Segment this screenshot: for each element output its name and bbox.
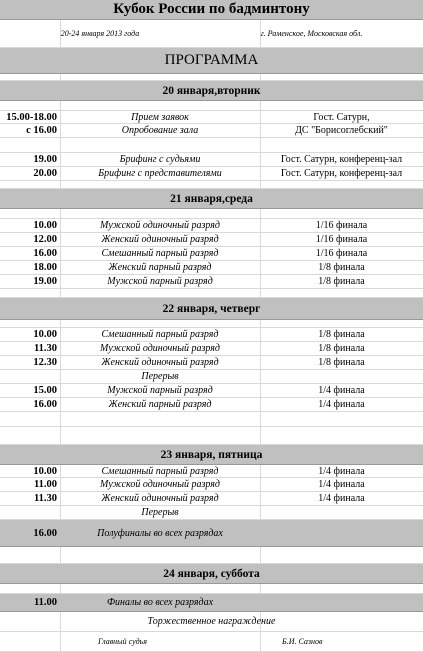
spacer-row — [0, 320, 423, 328]
schedule-row — [0, 328, 423, 342]
event-name: Смешанный парный разряд — [101, 465, 219, 477]
day-header: 21 января,среда — [170, 192, 253, 205]
event-detail: Гост. Сатурн, конференц-зал — [280, 154, 403, 165]
schedule-row — [0, 261, 423, 275]
event-name: Женский одиночный разряд — [101, 234, 219, 245]
day-header: 23 января, пятница — [160, 448, 263, 461]
event-detail: 1/16 финала — [315, 234, 368, 245]
schedule-row — [0, 167, 423, 181]
chief-judge-name: Б.И. Сазнов — [282, 637, 323, 646]
event-time — [0, 138, 60, 152]
event-name: Женский парный разряд — [108, 262, 212, 273]
event-name: Полуфиналы во всех разрядах — [97, 527, 223, 539]
event-time: 16.00 — [33, 527, 57, 539]
day-header: 24 января, суббота — [163, 567, 260, 580]
spacer-row — [0, 289, 423, 298]
schedule-row — [0, 138, 423, 153]
schedule-row — [0, 492, 423, 506]
event-time: 11.00 — [33, 597, 57, 608]
event-detail: 1/4 финала — [318, 465, 365, 477]
event-detail: 1/4 финала — [318, 479, 365, 490]
event-name: Мужской парный разряд — [107, 385, 213, 396]
event-time: 19.00 — [33, 276, 57, 287]
schedule-row — [0, 111, 423, 124]
spacer-row — [0, 101, 423, 111]
event-detail — [260, 520, 423, 546]
schedule-row — [0, 153, 423, 167]
schedule-row — [0, 219, 423, 233]
event-time: 20.00 — [33, 168, 57, 179]
chief-judge-label: Главный судья — [98, 637, 147, 646]
schedule-row — [0, 520, 423, 547]
spacer-row — [0, 584, 423, 594]
spacer-row — [0, 74, 423, 81]
event-name: Смешанный парный разряд — [101, 329, 219, 340]
page-title: Кубок России по бадминтону — [113, 1, 310, 17]
event-name: Перерыв — [141, 507, 179, 518]
event-name: Брифинг с судьями — [119, 154, 201, 165]
schedule-row — [0, 398, 423, 412]
event-detail: 1/4 финала — [318, 399, 365, 410]
event-name: Опробование зала — [121, 125, 199, 136]
schedule-row — [0, 124, 423, 138]
event-time: 11.30 — [33, 493, 57, 504]
schedule-row — [0, 247, 423, 261]
event-name: Брифинг с представителями — [98, 168, 222, 179]
schedule-row — [0, 342, 423, 356]
event-time: 16.00 — [33, 399, 57, 410]
event-time: 10.00 — [33, 329, 57, 340]
schedule-row — [0, 478, 423, 492]
event-name: Женский одиночный разряд — [101, 357, 219, 368]
spacer-row — [0, 412, 423, 427]
schedule-row — [0, 506, 423, 520]
schedule-row — [0, 233, 423, 247]
event-time: 11.30 — [33, 343, 57, 354]
day-header-row — [0, 564, 423, 584]
event-time: 11.00 — [33, 479, 57, 490]
spacer-row — [0, 547, 423, 564]
event-name: Торжественное награждение — [147, 616, 276, 627]
event-time: 12.00 — [33, 234, 57, 245]
event-detail: 1/8 финала — [318, 262, 365, 273]
schedule-row — [0, 594, 423, 612]
event-detail: 1/8 финала — [318, 357, 365, 368]
event-detail: ДС "Борисоглебский" — [295, 125, 388, 136]
event-detail: 1/4 финала — [318, 493, 365, 504]
event-detail: 1/8 финала — [318, 343, 365, 354]
spacer-row — [0, 209, 423, 219]
event-detail: 1/8 финала — [318, 329, 365, 340]
event-detail: Гост. Сатурн, конференц-зал — [280, 168, 403, 179]
event-time: 10.00 — [33, 465, 57, 477]
event-name: Женский парный разряд — [108, 399, 212, 410]
event-time — [0, 506, 60, 519]
event-time: 15.00-18.00 — [6, 111, 57, 123]
spacer-row — [0, 181, 423, 189]
event-time: 15.00 — [33, 385, 57, 396]
event-name: Мужской парный разряд — [107, 276, 213, 287]
day-header-row — [0, 189, 423, 209]
event-detail: Гост. Сатурн, — [313, 111, 370, 123]
event-detail — [260, 594, 423, 611]
event-time: 18.00 — [33, 262, 57, 273]
info-row — [0, 20, 423, 48]
schedule-row — [0, 370, 423, 384]
event-name: Прием заявок — [131, 111, 189, 123]
event-time: 12.30 — [33, 357, 57, 368]
event-detail: 1/16 финала — [315, 220, 368, 231]
title-row — [0, 0, 423, 20]
event-name — [60, 138, 260, 152]
event-time: 16.00 — [33, 248, 57, 259]
event-name: Перерыв — [141, 371, 179, 382]
schedule-row — [0, 612, 423, 632]
event-name: Женский одиночный разряд — [101, 493, 219, 504]
event-name: Мужской одиночный разряд — [100, 343, 220, 354]
event-location: г. Раменское, Московская обл. — [260, 29, 363, 38]
schedule-row — [0, 275, 423, 289]
event-detail — [260, 370, 423, 383]
event-time — [0, 370, 60, 383]
event-time: с 16.00 — [26, 125, 57, 136]
day-header-row — [0, 445, 423, 465]
event-detail: 1/4 финала — [318, 385, 365, 396]
program-heading: ПРОГРАММА — [164, 52, 259, 68]
event-dates: 20-24 января 2013 года — [60, 29, 140, 38]
event-name: Мужской одиночный разряд — [100, 479, 220, 490]
schedule-row — [0, 356, 423, 370]
event-name: Смешанный парный разряд — [101, 248, 219, 259]
day-header-row — [0, 81, 423, 101]
event-time: 10.00 — [33, 220, 57, 231]
event-detail: 1/8 финала — [318, 276, 365, 287]
spacer-row — [0, 427, 423, 445]
schedule-row — [0, 465, 423, 478]
program-heading-row — [0, 48, 423, 74]
event-detail — [260, 138, 423, 152]
schedule-row — [0, 384, 423, 398]
day-header: 20 января,вторник — [162, 84, 261, 97]
event-name: Мужской одиночный разряд — [100, 220, 220, 231]
day-header-row — [0, 298, 423, 320]
event-detail: 1/16 финала — [315, 248, 368, 259]
event-detail — [260, 506, 423, 519]
event-name: Финалы во всех разрядах — [106, 597, 214, 608]
event-time: 19.00 — [33, 154, 57, 165]
day-header: 22 января, четверг — [162, 302, 261, 315]
footer-row — [0, 632, 423, 652]
